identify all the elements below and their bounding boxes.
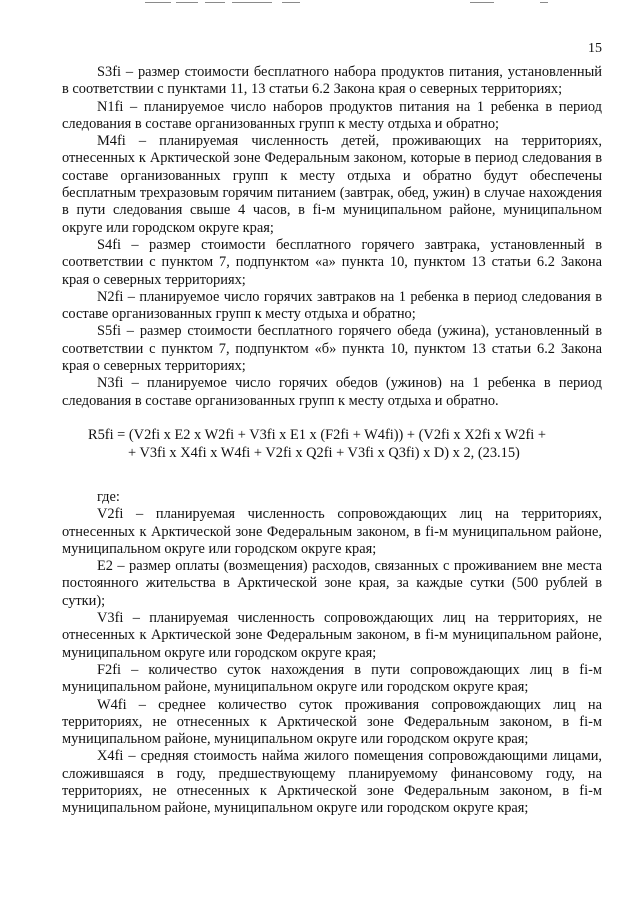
formula-line-2: + V3fi x X4fi x W4fi + V2fi x Q2fi + V3fi x Q3fi) x D) x 2, (23.15) — [128, 445, 520, 462]
paragraph-f2fi: F2fi – количество суток нахождения в пути сопровождающих лиц в fi-м муниципальном районе, муниципальном округе или городском округе края; — [62, 661, 602, 696]
paragraph-s5fi: S5fi – размер стоимости бесплатного горячего обеда (ужина), установленный в соответствии с пунктом 7, подпунктом «б» пункта 10, пунктом 13 статьи 6.2 Закона края о северных территориях; — [62, 323, 602, 375]
paragraph-s4fi: S4fi – размер стоимости бесплатного горячего завтрака, установленный в соответствии с пунктом 7, подпунктом «а» пункта 10, пунктом 13 статьи 6.2 Закона края о северных территориях; — [62, 236, 602, 288]
paragraph-v3fi: V3fi – планируемая численность сопровождающих лиц на территориях, не отнесенных к Арктической зоне Федеральным законом, в fi-м муниципальном районе, муниципальном округе или городском округе края; — [62, 610, 602, 661]
paragraph-v2fi: V2fi – планируемая численность сопровождающих лиц на территориях, отнесенных к Арктической зоне Федеральным законом, в fi-м муниципальном районе, муниципальном округе или городском округе края; — [62, 506, 602, 557]
paragraph-x4fi: X4fi – средняя стоимость найма жилого помещения сопровождающими лицами, сложившаяся в году, предшествующему планируемому финансовому году, на территориях, не отнесенных к Арктической зоне Федеральным законом, в fi-м муниципальном районе, муниципальном округе или городском округе края; — [62, 748, 602, 817]
formula-r5fi — [62, 426, 602, 463]
paragraph-e2: E2 – размер оплаты (возмещения) расходов, связанных с проживанием вне места постоянного жительства в Арктической зоне края, за каждые сутки (500 рублей в сутки); — [62, 558, 602, 609]
paragraph-m4fi: M4fi – планируемая численность детей, проживающих на территориях, отнесенных к Арктической зоне Федеральным законом, которые в период следования в составе организованных групп к месту отдыха и обратно будут обеспечены бесплатным трехразовым горячим питанием (завтрак, обед, ужин) в случае нахождения в пути следования свыше 4 часов, в fi-м муниципальном районе, муниципальном округе или городском округе края; — [62, 133, 602, 236]
paragraph-n1fi: N1fi – планируемое число наборов продуктов питания на 1 ребенка в период следования в составе организованных групп к месту отдыха и обратно; — [62, 98, 602, 132]
document-body — [62, 64, 602, 818]
paragraph-n3fi: N3fi – планируемое число горячих обедов (ужинов) на 1 ребенка в период следования в составе организованных групп к месту отдыха и обратно. — [62, 375, 602, 409]
paragraph-w4fi: W4fi – среднее количество суток проживания сопровождающих лиц на территориях, не отнесенных к Арктической зоне Федеральным законом, в fi-м муниципальном районе, муниципальном округе или городском округе края; — [62, 696, 602, 748]
page-number: 15 — [588, 41, 602, 56]
where-label: где: — [97, 488, 120, 505]
top-scan-marks — [0, 2, 635, 8]
paragraph-s3fi: S3fi – размер стоимости бесплатного набора продуктов питания, установленный в соответствии с пунктами 11, 13 статьи 6.2 Закона края о северных территориях; — [62, 64, 602, 98]
formula-line-1: R5fi = (V2fi x E2 x W2fi + V3fi x E1 x (F2fi + W4fi)) + (V2fi x X2fi x W2fi + — [88, 426, 546, 443]
paragraph-n2fi: N2fi – планируемое число горячих завтраков на 1 ребенка в период следования в составе организованных групп к месту отдыха и обратно; — [62, 288, 602, 323]
